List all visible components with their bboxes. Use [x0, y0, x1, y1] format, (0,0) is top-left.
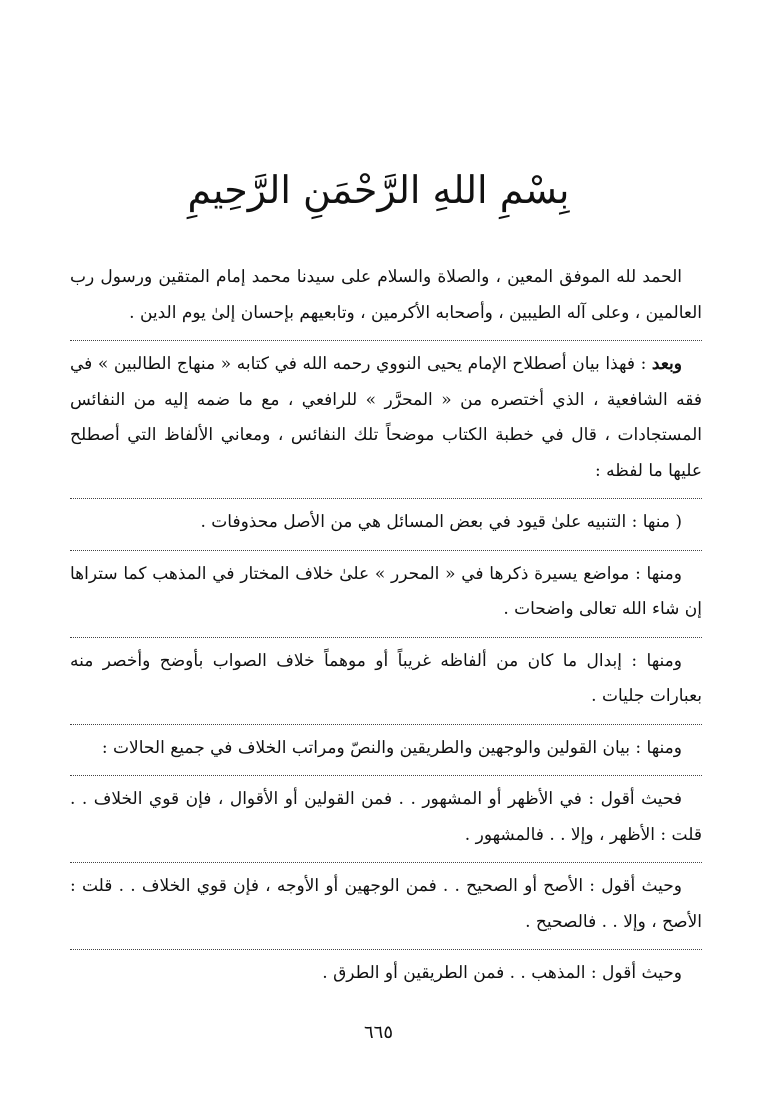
paragraph-text: ( منها : التنبيه علىٰ قيود في بعض المسائل هي من الأصل محذوفات .	[200, 512, 682, 532]
paragraph-quote-3	[70, 644, 702, 715]
separator-rule	[70, 775, 702, 776]
page-number: ٦٦٥	[363, 1022, 393, 1043]
paragraph-text: ومنها : إبدال ما كان من ألفاظه غريباً أو موهماً خلاف الصواب بأوضح وأخصر منه بعبارات جليات .	[70, 650, 702, 706]
paragraph-introduction	[70, 347, 702, 489]
paragraph-praise	[70, 260, 702, 331]
separator-rule	[70, 862, 702, 863]
paragraph-quote-7	[70, 956, 702, 992]
paragraph-text: فحيث أقول : في الأظهر أو المشهور . . فمن القولين أو الأقوال ، فإن قوي الخلاف . . قلت : الأظهر ، وإلا . . فالمشهور .	[70, 789, 702, 845]
paragraph-quote-6	[70, 869, 702, 940]
paragraph-text: : فهذا بيان أصطلاح الإمام يحيى النووي رحمه الله في كتابه « منهاج الطالبين » في فقه الشافعية ، الذي أختصره من « المحرَّر » للرافعي ، مع ما ضمه إليه من النفائس المستجادات ، قال في خطبة الكتاب موضحاً تلك النفائس ، ومعاني الألفاظ التي أصطلح عليها ما لفظه :	[70, 354, 702, 481]
paragraph-lead: وبعد	[651, 354, 682, 374]
paragraph-quote-2	[70, 557, 702, 628]
paragraph-quote-1	[70, 505, 702, 541]
separator-rule	[70, 340, 702, 341]
paragraph-quote-4	[70, 731, 702, 767]
paragraph-text: ومنها : مواضع يسيرة ذكرها في « المحرر » علىٰ خلاف المختار في المذهب كما ستراها إن شاء الله تعالى واضحات .	[70, 563, 702, 619]
paragraph-text: ومنها : بيان القولين والوجهين والطريقين والنصّ ومراتب الخلاف في جميع الحالات :	[101, 737, 682, 758]
paragraph-quote-5	[70, 782, 702, 853]
paragraph-text: وحيث أقول : المذهب . . فمن الطريقين أو الطرق .	[322, 963, 682, 983]
separator-rule	[70, 637, 702, 638]
paragraph-text: الحمد لله الموفق المعين ، والصلاة والسلام على سيدنا محمد إمام المتقين ورسول رب العالمين ، وعلى آله الطيبين ، وأصحابه الأكرمين ، وتابعيهم بإحسان إلىٰ يوم الدين .	[70, 267, 702, 323]
basmala-calligraphy: بِسْمِ اللهِ الرَّحْمَنِ الرَّحِيمِ	[187, 168, 570, 212]
paragraph-text: وحيث أقول : الأصح أو الصحيح . . فمن الوجهين أو الأوجه ، فإن قوي الخلاف . . قلت : الأصح ، وإلا . . فالصحيح .	[70, 876, 702, 932]
separator-rule	[70, 949, 702, 950]
separator-rule	[70, 550, 702, 551]
body-text	[70, 260, 702, 1001]
separator-rule	[70, 724, 702, 725]
separator-rule	[70, 498, 702, 499]
